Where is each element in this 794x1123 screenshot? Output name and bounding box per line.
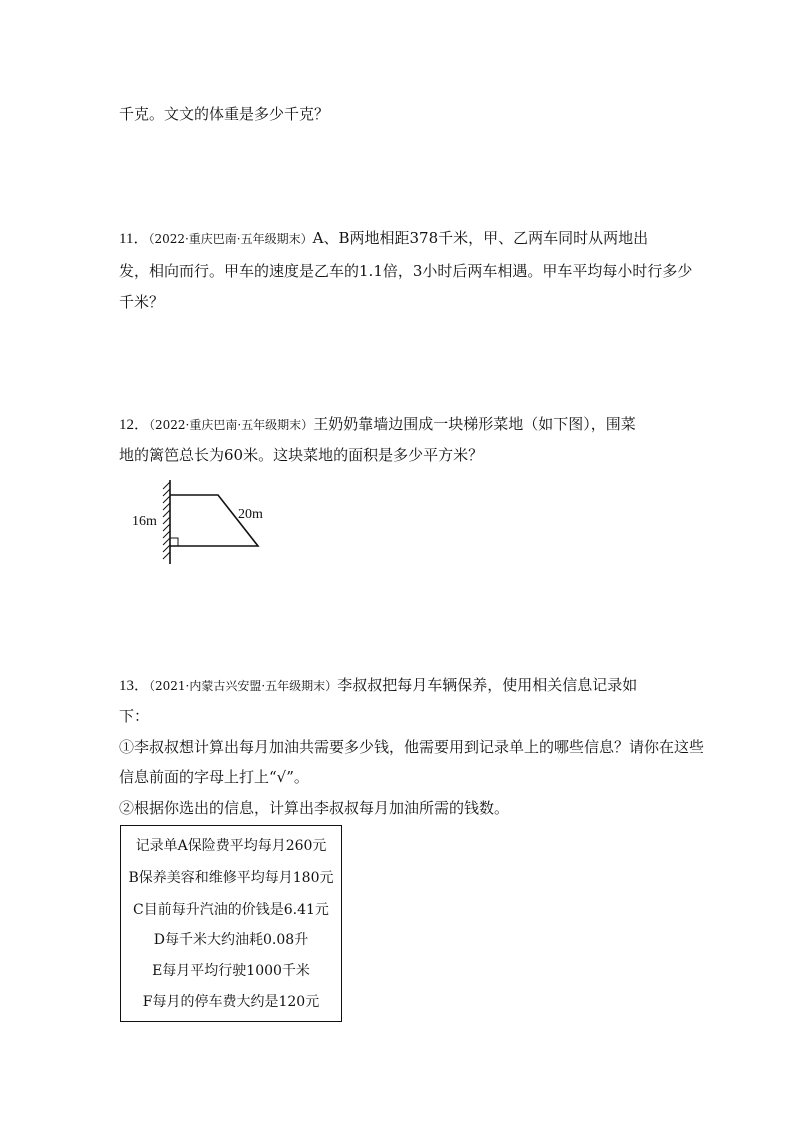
right-angle-mark: [170, 538, 178, 546]
record-item-b: B保养美容和维修平均每月180元: [128, 870, 334, 886]
record-item-e: E每月平均行驶1000千米: [152, 963, 310, 979]
trapezoid-figure: [126, 478, 276, 570]
q13-part-1-line-2: 信息前面的字母上打上“√”。: [119, 768, 309, 786]
record-sheet: [120, 825, 342, 1022]
q11-number: 11．: [119, 231, 149, 247]
q10-continuation: 千克。文文的体重是多少千克？: [119, 105, 330, 123]
q11-line-1: [119, 228, 648, 249]
q13-part-1-line-1: ①李叔叔想计算出每月加油共需要多少钱，他需要用到记录单上的哪些信息？请你在这些: [119, 738, 705, 756]
q11-source: （2022·重庆巴南·五年级期末）: [148, 232, 313, 246]
record-item-c: C目前每升汽油的价钱是6.41元: [133, 902, 329, 918]
q13-source: （2021·内蒙古兴安盟·五年级期末）: [149, 679, 338, 693]
q13-part-2: ②根据你选出的信息，计算出李叔叔每月加油所需的钱数。: [119, 799, 510, 817]
record-item-f: F每月的停车费大约是120元: [142, 994, 320, 1010]
q12-line-1: [119, 414, 636, 435]
q12-source: （2022·重庆巴南·五年级期末）: [149, 418, 314, 432]
q12-number: 12．: [119, 417, 150, 433]
q11-line-3: 千米？: [119, 293, 165, 311]
wall-hatching: [163, 482, 170, 559]
q13-number: 13．: [119, 678, 150, 694]
q13-line-2: 下：: [119, 707, 150, 725]
record-item-d: D每千米大约油耗0.08升: [153, 932, 309, 948]
slant-side-label: 20m: [238, 507, 263, 522]
q13-text-1: 李叔叔把每月车辆保养，使用相关信息记录如: [337, 676, 638, 694]
q13-line-1: [119, 675, 637, 696]
q11-text-1: A、B两地相距378千米，甲、乙两车同时从两地出: [312, 229, 649, 247]
q12-line-2: 地的篱笆总长为60米。这块菜地的面积是多少平方米？: [119, 446, 484, 464]
record-item-a: 记录单A保险费平均每月260元: [135, 838, 327, 854]
q11-line-2: 发，相向而行。甲车的速度是乙车的1.1倍，3小时后两车相遇。甲车平均每小时行多少: [119, 262, 693, 280]
q12-text-1: 王奶奶靠墙边围成一块梯形菜地（如下图），围菜: [313, 415, 636, 433]
height-label: 16m: [132, 514, 157, 529]
